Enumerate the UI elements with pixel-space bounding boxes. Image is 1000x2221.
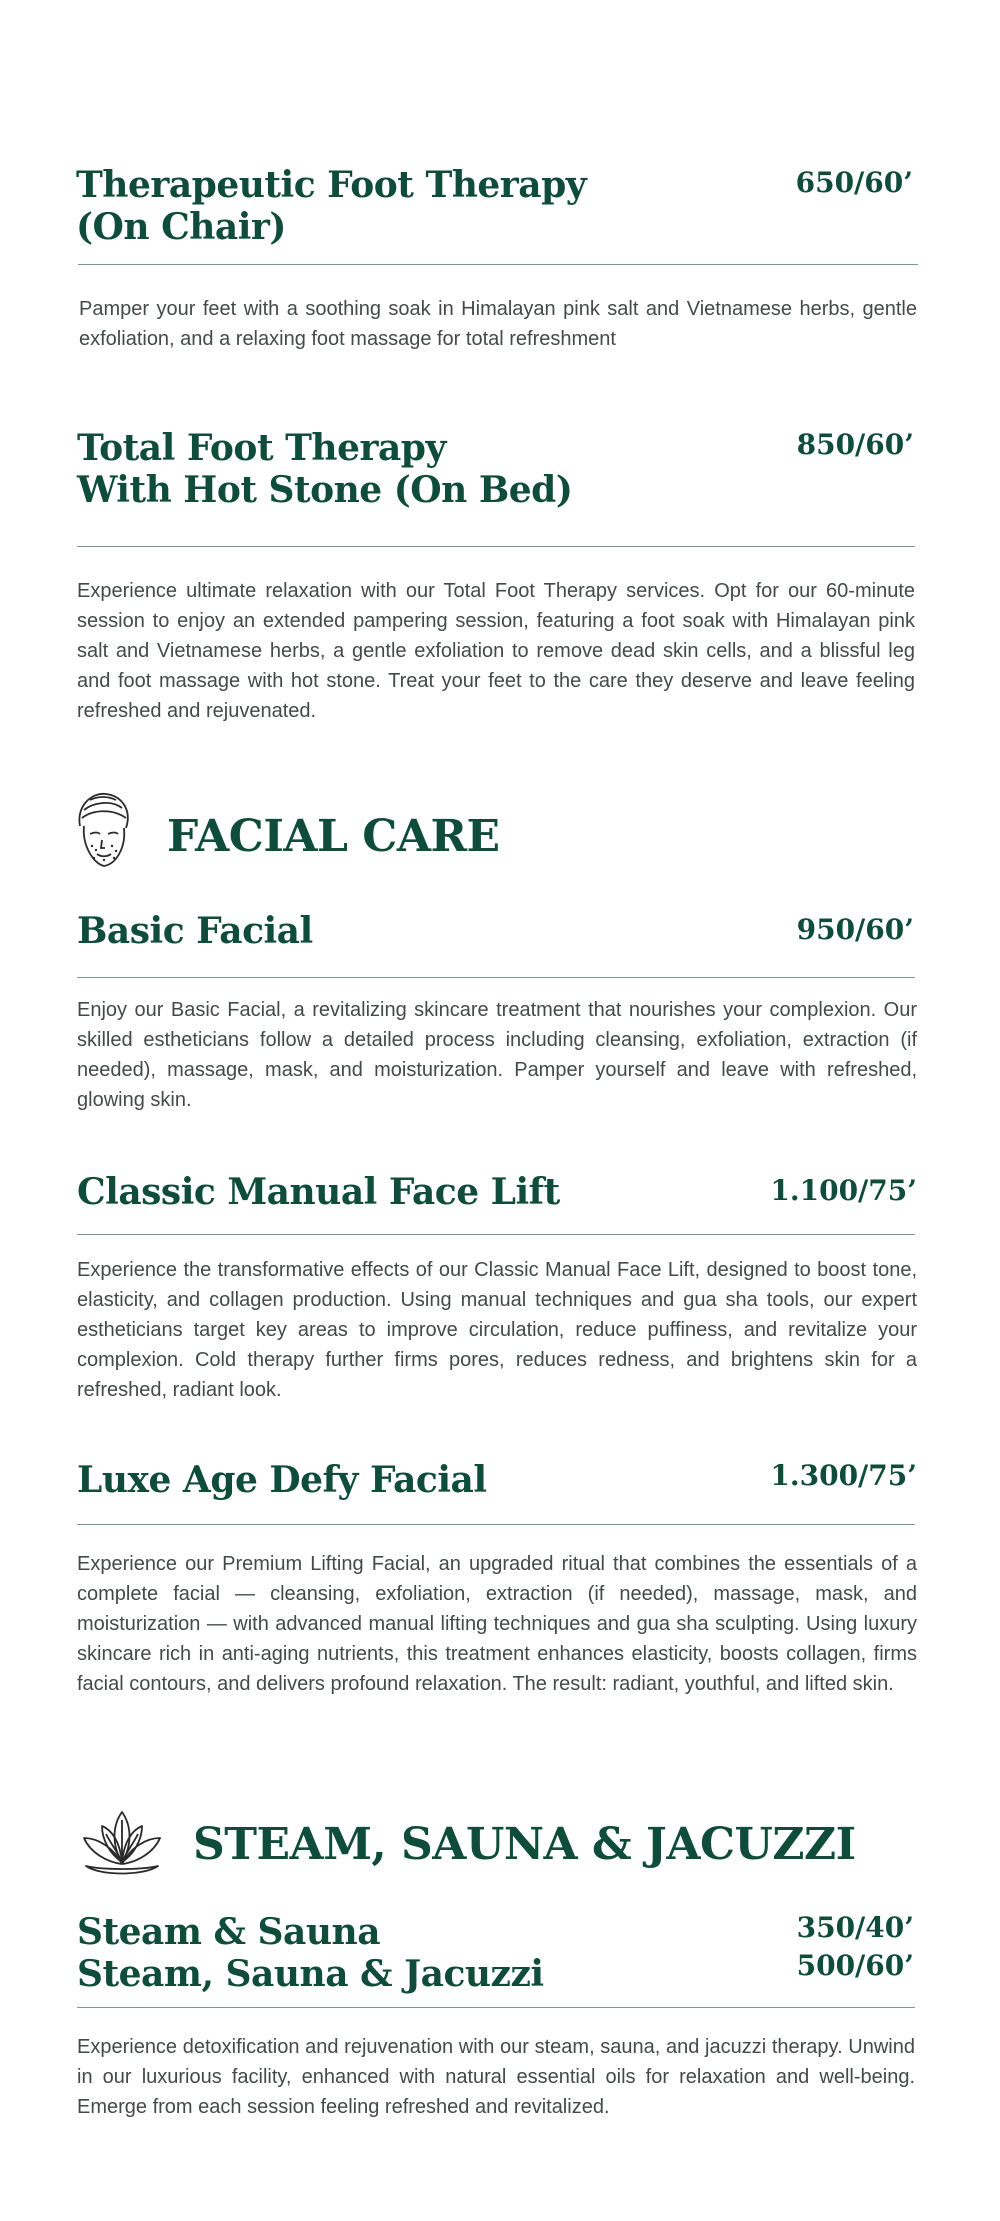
- item-description: Experience our Premium Lifting Facial, an upgraded ritual that combines the essentials of a complete facial — cleansing, exfoliation, extraction (if needed), massage, mask, and moisturization — with advanced manual lifting techniques and gua sha sculpting. Using luxury skincare rich in anti-aging nutrients, this treatment enhances elasticity, boosts collagen, firms facial contours, and delivers profound relaxation. The result: radiant, youthful, and lifted skin.: [77, 1553, 917, 1695]
- face-mask-icon: [72, 788, 134, 872]
- item-price: 1.300/75’: [770, 1459, 917, 1492]
- section-title-steam-sauna-jacuzzi: STEAM, SAUNA & JACUZZI: [193, 1819, 856, 1870]
- item-price: 650/60’: [795, 166, 913, 199]
- item-title-classic-manual-face-lift: [77, 1171, 560, 1213]
- item-title-luxe-age-defy-facial: [77, 1459, 487, 1501]
- item-description: Experience detoxification and rejuvenation with our steam, sauna, and jacuzzi therapy. Unwind in our luxurious facility, enhanced with natural essential oils for relaxation and well-being. Emerge from each session feeling refreshed and revitalized.: [77, 2036, 915, 2118]
- item-description: Experience ultimate relaxation with our Total Foot Therapy services. Opt for our 60-minute session to enjoy an extended pampering session, featuring a foot soak with Himalayan pink salt and Vietnamese herbs, a gentle exfoliation to remove dead skin cells, and a blissful leg and foot massage with hot stone. Treat your feet to the care they deserve and leave feeling refreshed and rejuvenated.: [77, 580, 915, 722]
- item-divider: [77, 2007, 915, 2008]
- item-price-line: 350/40’: [796, 1911, 914, 1944]
- item-divider: [77, 1234, 915, 1235]
- item-description: Experience the transformative effects of our Classic Manual Face Lift, designed to boost tone, elasticity, and collagen production. Using manual techniques and gua sha tools, our expert estheticians target key areas to improve circulation, reduce puffiness, and revitalize your complexion. Cold therapy further firms pores, reduces redness, and brightens skin for a refreshed, radiant look.: [77, 1259, 917, 1401]
- item-price: 1.100/75’: [770, 1174, 917, 1207]
- item-title-line: Steam, Sauna & Jacuzzi: [77, 1953, 544, 1995]
- section-title-facial-care: FACIAL CARE: [167, 811, 500, 862]
- item-title-line: With Hot Stone (On Bed): [77, 469, 573, 511]
- item-price: 850/60’: [796, 428, 914, 461]
- item-title-line: Classic Manual Face Lift: [77, 1171, 560, 1213]
- item-description: Pamper your feet with a soothing soak in Himalayan pink salt and Vietnamese herbs, gentle exfoliation, and a relaxing foot massage for total refreshment: [79, 298, 917, 350]
- item-title-steam-sauna: [77, 1911, 544, 1995]
- lotus-icon: [76, 1806, 168, 1882]
- item-divider: [78, 264, 918, 265]
- item-divider: [77, 546, 915, 547]
- item-title-line: Therapeutic Foot Therapy: [76, 164, 587, 206]
- item-price: 950/60’: [796, 913, 914, 946]
- item-title-line: Steam & Sauna: [77, 1911, 381, 1953]
- item-title-basic-facial: [77, 910, 313, 952]
- item-title-line: Luxe Age Defy Facial: [77, 1459, 487, 1501]
- item-title-line: Total Foot Therapy: [77, 427, 446, 469]
- item-price: [797, 1909, 914, 1985]
- item-title-total-foot-therapy: [77, 427, 572, 511]
- item-title-therapeutic-foot-therapy: [76, 164, 586, 248]
- item-price-line: 500/60’: [796, 1949, 914, 1982]
- item-divider: [77, 1524, 915, 1525]
- item-title-line: Basic Facial: [77, 910, 313, 952]
- item-title-line: (On Chair): [76, 206, 286, 248]
- item-divider: [77, 977, 915, 978]
- item-description: Enjoy our Basic Facial, a revitalizing skincare treatment that nourishes your complexion. Our skilled estheticians follow a detailed process including cleansing, exfoliation, extraction (if needed), massage, mask, and moisturization. Pamper yourself and leave with refreshed, glowing skin.: [77, 999, 917, 1111]
